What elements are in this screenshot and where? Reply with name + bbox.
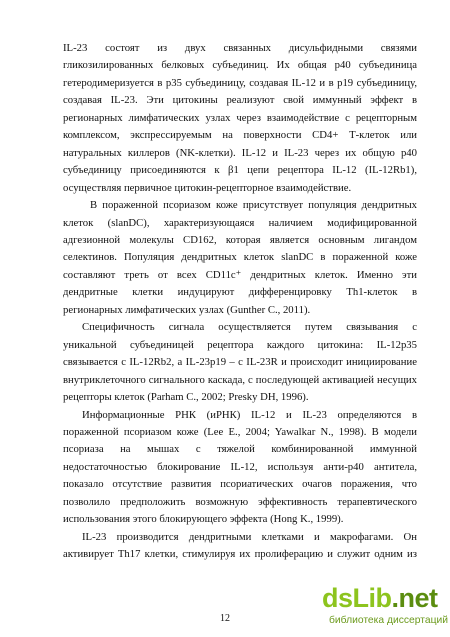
watermark-logo-main: dsLib xyxy=(322,583,392,613)
text-line: внутриклеточного сигнального каскада, с последующей активацией несущих xyxy=(63,373,417,386)
text-line: дендритные клетки индуцируют дифференцировку Th1-клеток в xyxy=(63,286,417,299)
text-line: составляют треть от всех CD11c⁺ дендритных клеток. Именно эти xyxy=(63,268,417,281)
text-line: гликозилированных белковых субъединиц. Их общая р40 субъединица xyxy=(63,59,417,72)
text-line: Специфичность сигнала осуществляется путем связывания с xyxy=(82,321,417,334)
text-line: показало отсутствие развития псориатических очагов поражения, что xyxy=(63,478,417,491)
text-line: IL-23 производится дендритными клетками и макрофагами. Он xyxy=(82,530,417,543)
text-line: создавая IL-23. Эти цитокины реализуют свой иммунный эффект в xyxy=(63,94,417,107)
text-line: селектинов. Популяция дендритных клеток slanDC в пораженной коже xyxy=(63,251,417,264)
text-line: осуществляя первичное цитокин-рецепторное взаимодействие. xyxy=(63,181,352,194)
text-line: пораженной псориазом коже (Lee E., 2004; Yawalkar N., 1998). В модели xyxy=(63,425,417,438)
watermark-caption: библиотека диссертаций xyxy=(328,615,448,626)
text-line: комплексом, экспрессируемым на поверхности CD4+ Т-клеток или xyxy=(63,129,417,142)
text-line: регионарных лимфатических узлах через взаимодействие с рецепторным xyxy=(63,111,417,124)
text-line: гетеродимеризуется в р35 субъединицу, создавая IL-12 и в р19 субъединицу, xyxy=(63,76,417,89)
text-line: клеток (slanDC), характеризующаяся наличием модифицированной xyxy=(63,216,417,229)
text-line: псориаза на мышах с тяжелой комбинированной иммунной xyxy=(63,443,417,456)
text-line: активирует Th17 клетки, стимулируя их пролиферацию и служит одним из xyxy=(63,548,417,561)
watermark xyxy=(318,583,448,635)
text-line: IL-23 состоят из двух связанных дисульфидными связями xyxy=(63,42,417,54)
text-line: позволило предположить возможную эффективность терапевтического xyxy=(63,495,417,508)
text-line: Информационные РНК (иРНК) IL-12 и IL-23 определяются в xyxy=(82,408,417,421)
page-number: 12 xyxy=(220,613,230,624)
text-line: натуральных киллеров (NK-клетки). IL-12 и IL-23 через их общую р40 xyxy=(63,146,417,159)
text-line: уникальной субъединицей рецептора каждого цитокина: IL-12р35 xyxy=(63,338,417,351)
body-text xyxy=(63,40,417,564)
watermark-logo-suffix: .net xyxy=(391,583,438,613)
text-line: В пораженной псориазом коже присутствует популяция дендритных xyxy=(90,199,417,212)
text-line: недостаточностью блокирование IL-12, используя анти-р40 антитела, xyxy=(63,460,417,473)
text-line: связывается с IL-12Rb2, а IL-23p19 – с IL-23R и происходит инициирование xyxy=(63,356,417,369)
text-line: использования этого блокирующего эффекта (Hong K., 1999). xyxy=(63,513,344,526)
text-line: субъединицу присоединяются к β1 цепи рецептора IL-12 (IL-12Rb1), xyxy=(63,164,417,177)
text-line: адгезионной молекулы CD162, которая является основным лигандом xyxy=(63,233,417,246)
text-line: регионарных лимфатических узлах (Gunther C., 2011). xyxy=(63,303,311,316)
watermark-logo xyxy=(322,583,438,613)
text-line: рецепторы клеток (Parham C., 2002; Presky DH, 1996). xyxy=(63,391,309,404)
